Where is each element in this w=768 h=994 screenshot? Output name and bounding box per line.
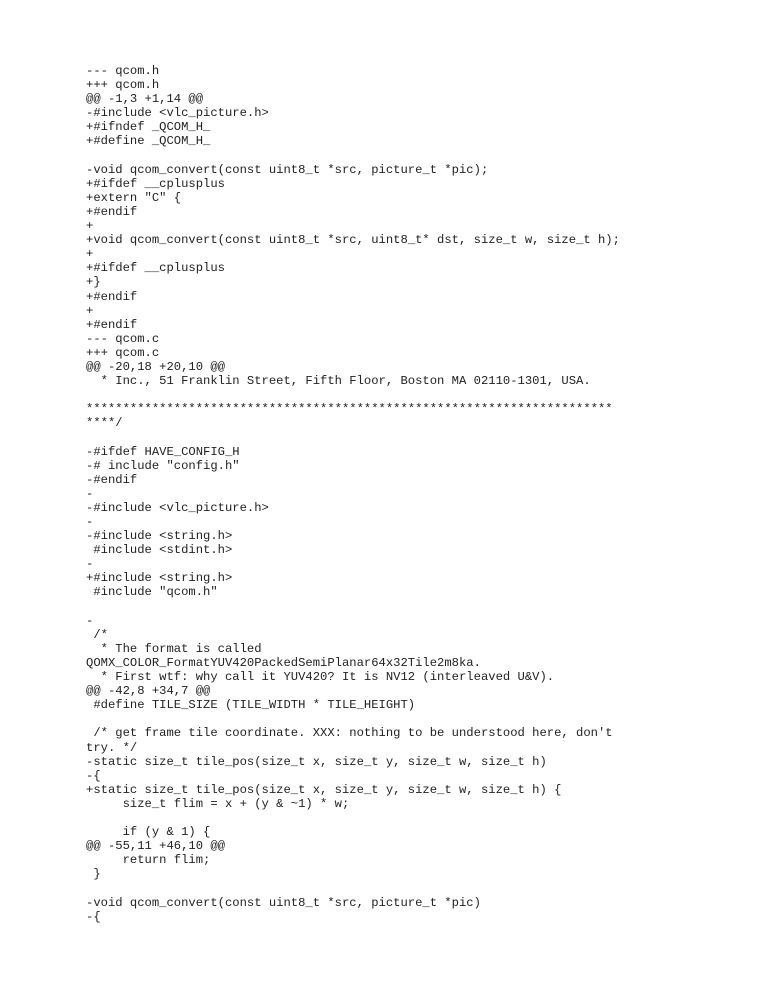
diff-line: +#endif [86,317,138,332]
diff-line: @@ -20,18 +20,10 @@ [86,359,225,374]
diff-line: --- qcom.h [86,64,160,78]
diff-line: /* get frame tile coordinate. XXX: nothing to be understood here, don't [86,726,613,741]
diff-line: QOMX_COLOR_FormatYUV420PackedSemiPlanar64x32Tile2m8ka. [86,655,481,670]
diff-line: - [86,613,94,628]
diff-line: +extern "C" { [86,190,182,205]
diff-line: + [86,303,94,318]
diff-line: - [86,557,94,572]
diff-line: - [86,515,94,529]
diff-line: * Inc., 51 Franklin Street, Fifth Floor, Boston MA 02110-1301, USA. [86,374,591,389]
diff-line: +#endif [86,289,138,304]
diff-line [86,881,746,895]
diff-line: +++ qcom.c [86,345,160,360]
diff-line [86,149,746,163]
diff-line: +#define _QCOM_H_ [86,134,211,149]
diff-line: +} [86,275,101,290]
diff-line: -void qcom_convert(const uint8_t *src, picture_t *pic); [86,162,489,177]
diff-line: + [86,219,94,234]
diff-line: ****/ [86,416,123,431]
diff-line: #include <stdint.h> [86,543,233,558]
diff-line: +void qcom_convert(const uint8_t *src, uint8_t* dst, size_t w, size_t h); [86,233,620,248]
diff-line [86,388,746,402]
diff-line: +#include <string.h> [86,571,233,586]
diff-line [86,600,746,614]
diff-line: -#include <vlc_picture.h> [86,106,269,121]
diff-line: if (y & 1) { [86,825,211,840]
diff-line: +#ifdef __cplusplus [86,176,225,191]
diff-line: +#ifndef _QCOM_H_ [86,120,211,135]
diff-line: -#include <string.h> [86,529,233,544]
diff-line: @@ -1,3 +1,14 @@ [86,92,204,107]
diff-document [86,64,746,924]
diff-line: return flim; [86,853,211,868]
diff-line: - [86,486,94,501]
diff-line: -#include <vlc_picture.h> [86,500,269,515]
diff-line: ************************************************************************ [86,402,613,417]
diff-line: * First wtf: why call it YUV420? It is NV12 (interleaved U&V). [86,670,555,685]
diff-line: -{ [86,768,101,783]
diff-line: +#endif [86,204,138,219]
diff-line: +static size_t tile_pos(size_t x, size_t y, size_t w, size_t h) { [86,782,562,797]
diff-line: -# include "config.h" [86,458,240,473]
diff-line [86,811,746,825]
diff-line: #define TILE_SIZE (TILE_WIDTH * TILE_HEIGHT) [86,698,416,713]
diff-line: @@ -42,8 +34,7 @@ [86,684,211,699]
diff-line: @@ -55,11 +46,10 @@ [86,839,225,854]
diff-line: #include "qcom.h" [86,585,218,600]
diff-line: /* [86,627,108,642]
diff-line: * The format is called [86,641,262,656]
diff-line: -{ [86,909,101,924]
diff-line: -#ifdef HAVE_CONFIG_H [86,444,240,459]
diff-line: -static size_t tile_pos(size_t x, size_t y, size_t w, size_t h) [86,754,547,769]
diff-line: +#ifdef __cplusplus [86,261,225,276]
diff-line: size_t flim = x + (y & ~1) * w; [86,796,350,811]
diff-line: + [86,247,94,262]
diff-line [86,712,746,726]
diff-line: -void qcom_convert(const uint8_t *src, picture_t *pic) [86,895,481,910]
diff-line: --- qcom.c [86,331,160,346]
diff-line: +++ qcom.h [86,78,160,93]
diff-line [86,430,746,444]
diff-line: try. */ [86,740,138,755]
diff-line: } [86,867,101,882]
diff-line: -#endif [86,472,138,487]
